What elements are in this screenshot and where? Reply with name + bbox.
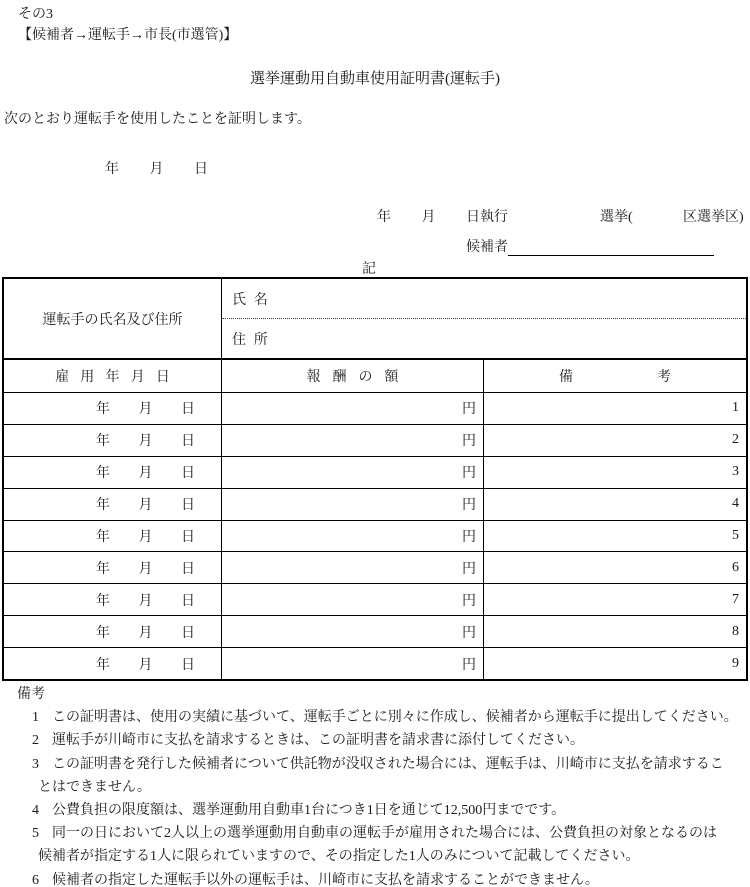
- row-number: 2: [732, 432, 739, 448]
- row-number: 7: [732, 591, 739, 607]
- row-yen: 円: [222, 425, 484, 456]
- table-row: [4, 584, 746, 616]
- row-number: 1: [732, 400, 739, 416]
- candidate-label: 候補者: [466, 240, 508, 255]
- driver-certificate-table: [2, 277, 748, 681]
- page-title: 選挙運動用自動車使用証明書(運転手): [250, 71, 500, 87]
- table-row: [4, 393, 746, 425]
- remark-line: [0, 869, 750, 887]
- remark-line: [0, 799, 750, 822]
- district-blank: 区選挙区): [683, 210, 744, 225]
- remark-number: 6: [32, 872, 39, 887]
- remarks-header-right: 考: [657, 370, 671, 385]
- form-number: その3: [18, 7, 53, 22]
- row-number: 8: [732, 623, 739, 639]
- remark-number: 4: [32, 803, 39, 819]
- row-date: 年 月 日: [4, 425, 222, 456]
- row-date: 年 月 日: [4, 457, 222, 488]
- ki-marker: 記: [362, 262, 376, 277]
- remarks-section: [0, 683, 750, 887]
- row-date: 年 月 日: [4, 393, 222, 424]
- row-number: 6: [732, 559, 739, 575]
- remuneration-header: 報酬の額: [222, 360, 484, 392]
- row-number: 5: [732, 528, 739, 543]
- table-row: [4, 521, 746, 553]
- remark-number: 5: [32, 826, 39, 842]
- remark-text: この証明書を発行した候補者について供託物が没収された場合には、運転手は、川崎市に支払を請求するこ: [52, 756, 724, 772]
- remark-continuation: 候補者が指定する1人に限られていますので、その指定した1人のみについて記載してください。: [38, 849, 640, 865]
- remarks-header-left: 備: [559, 370, 573, 385]
- row-number: 9: [732, 655, 739, 671]
- issue-date-blank: 年 月 日: [105, 162, 208, 177]
- row-date: 年 月 日: [4, 489, 222, 520]
- remark-line: [0, 822, 750, 845]
- remark-text: 公費負担の限度額は、選挙運動用自動車1台につき1日を通じて12,500円までです。: [52, 803, 566, 819]
- row-number: 3: [732, 464, 739, 480]
- candidate-name-blank: [508, 240, 714, 256]
- remark-number: 3: [32, 756, 39, 772]
- intro-statement: 次のとおり運転手を使用したことを証明します。: [4, 112, 311, 127]
- row-yen: 円: [222, 457, 484, 488]
- table-header-row: [4, 360, 746, 393]
- row-yen: 円: [222, 489, 484, 520]
- table-body: [4, 393, 746, 679]
- remark-line: [0, 729, 750, 752]
- table-row: [4, 552, 746, 584]
- row-date: 年 月 日: [4, 648, 222, 679]
- remark-number: 1: [32, 710, 39, 726]
- table-row: [4, 648, 746, 679]
- driver-name-address-section: [4, 279, 746, 360]
- election-name-blank: 選挙(: [600, 210, 633, 225]
- remark-text: 候補者の指定した運転手以外の運転手は、川崎市に支払を請求することができません。: [52, 872, 599, 887]
- row-yen: 円: [222, 521, 484, 552]
- row-date: 年 月 日: [4, 616, 222, 647]
- remark-continuation: とはできません。: [38, 779, 151, 795]
- row-date: 年 月 日: [4, 552, 222, 583]
- row-date: 年 月 日: [4, 584, 222, 615]
- remark-text: この証明書は、使用の実績に基づいて、運転手ごとに別々に作成し、候補者から運転手に提出してください。: [52, 710, 738, 726]
- routing-note: 【候補者→運転手→市長(市選管)】: [18, 28, 238, 43]
- remark-line: [0, 706, 750, 729]
- row-yen: 円: [222, 393, 484, 424]
- election-execution-line: [0, 206, 750, 226]
- remark-line: [0, 753, 750, 776]
- row-yen: 円: [222, 616, 484, 647]
- remarks-heading: 備考: [17, 687, 45, 702]
- table-row: [4, 425, 746, 457]
- driver-name-address-header: 運転手の氏名及び住所: [4, 279, 222, 358]
- row-date: 年 月 日: [4, 521, 222, 552]
- table-row: [4, 489, 746, 521]
- remark-number: 2: [32, 733, 39, 749]
- name-label: 氏名: [222, 279, 746, 319]
- execution-date-blank: 年 月 日執行: [377, 210, 508, 225]
- row-yen: 円: [222, 648, 484, 679]
- remarks-header: [484, 360, 746, 392]
- candidate-line: [466, 236, 714, 256]
- row-yen: 円: [222, 584, 484, 615]
- remark-text: 同一の日において2人以上の選挙運動用自動車の運転手が雇用された場合には、公費負担の対象となるのは: [52, 826, 717, 842]
- table-row: [4, 616, 746, 648]
- name-address-cells: [222, 279, 746, 358]
- row-number: 4: [732, 496, 739, 512]
- remark-text: 運転手が川崎市に支払を請求するときは、この証明書を請求書に添付してください。: [52, 733, 584, 749]
- employment-date-header: 雇用年月日: [4, 360, 222, 392]
- table-row: [4, 457, 746, 489]
- address-label: 住所: [232, 332, 276, 348]
- row-yen: 円: [222, 552, 484, 583]
